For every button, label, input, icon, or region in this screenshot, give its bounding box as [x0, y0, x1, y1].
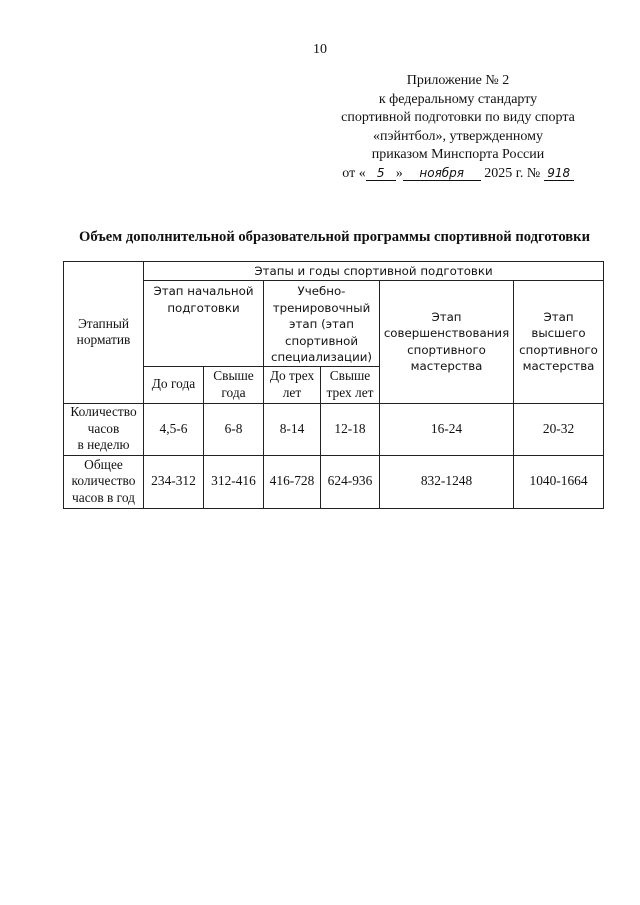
order-number: 918: [544, 166, 574, 181]
appendix-line: спортивной подготовки по виду спорта: [341, 110, 575, 125]
table-cell: 832-1248: [380, 455, 514, 508]
table-row: [64, 455, 604, 508]
header-improvement-stage: Этап совершенствования спортивного мастерства: [380, 281, 514, 404]
header-stages: Этапы и годы спортивной подготовки: [144, 262, 604, 281]
date-day: 5: [366, 166, 396, 181]
page-number: 10: [313, 42, 327, 57]
appendix-block: [308, 72, 608, 183]
date-year: 2025 г. №: [484, 165, 541, 181]
sub-over-three: Свыше трех лет: [321, 366, 380, 403]
table-cell: 20-32: [514, 403, 604, 455]
header-highest-stage: Этап высшего спортивного мастерства: [514, 281, 604, 404]
sub-over-year: Свыше года: [204, 366, 264, 403]
row-label: Количество часов в неделю: [64, 403, 144, 455]
appendix-line: «пэйнтбол», утвержденному: [373, 128, 543, 144]
table-cell: 624-936: [321, 455, 380, 508]
date-mid: »: [395, 165, 403, 181]
table-cell: 234-312: [144, 455, 204, 508]
order-date-line: [308, 165, 608, 184]
header-norm: Этапный норматив: [64, 262, 144, 404]
table-cell: 6-8: [204, 403, 264, 455]
table-cell: 4,5-6: [144, 403, 204, 455]
appendix-title: Приложение № 2: [406, 73, 510, 88]
date-month: ноября: [403, 166, 481, 181]
table-cell: 16-24: [380, 403, 514, 455]
sub-up-to-three: До трех лет: [264, 366, 321, 403]
table-cell: 1040-1664: [514, 455, 604, 508]
table-cell: 416-728: [264, 455, 321, 508]
date-prefix: от «: [342, 165, 366, 181]
table-row: [64, 403, 604, 455]
row-label: Общее количество часов в год: [64, 455, 144, 508]
program-volume-table: [63, 261, 604, 509]
header-initial-stage: Этап начальной подготовки: [144, 281, 264, 367]
table-cell: 8-14: [264, 403, 321, 455]
appendix-line: к федеральному стандарту: [378, 91, 538, 107]
table-cell: 12-18: [321, 403, 380, 455]
document-title: Объем дополнительной образовательной программы спортивной подготовки: [79, 229, 590, 245]
table-cell: 312-416: [204, 455, 264, 508]
appendix-line: приказом Минспорта России: [371, 147, 545, 162]
sub-up-to-year: До года: [144, 366, 204, 403]
header-training-stage: Учебно- тренировочный этап (этап спортивной специализации): [264, 281, 380, 367]
